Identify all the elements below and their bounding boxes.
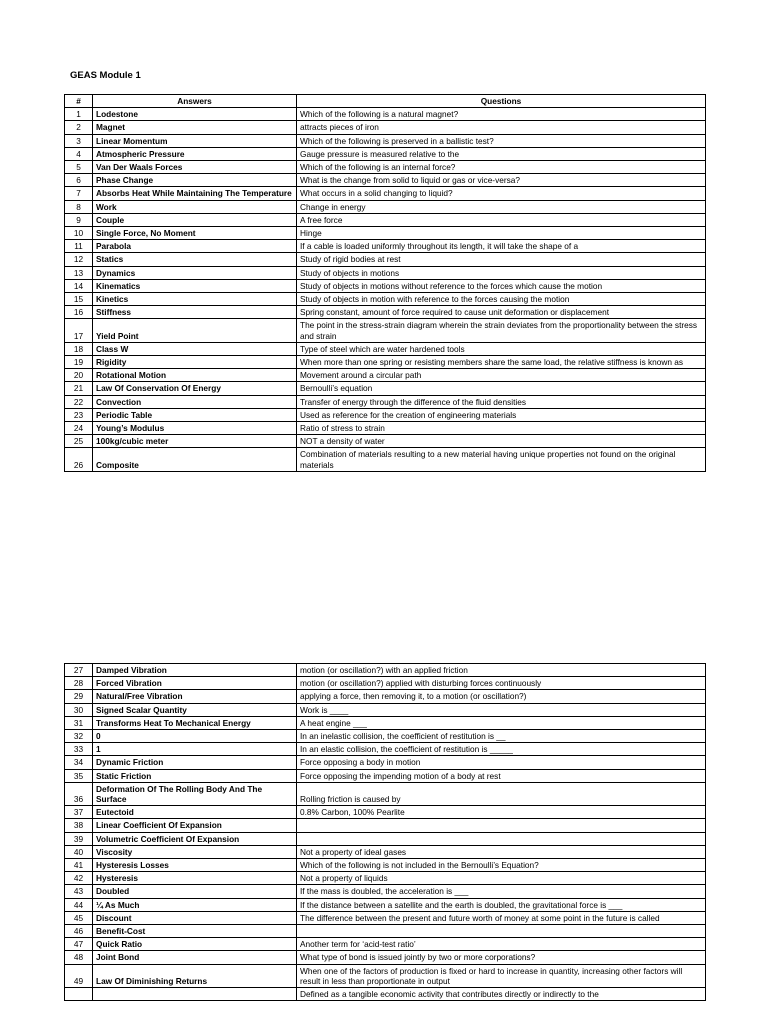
row-question: If the mass is doubled, the acceleration is ___: [297, 885, 706, 898]
row-answer: ¼ As Much: [93, 898, 297, 911]
table-row: [65, 782, 706, 805]
row-question: [297, 832, 706, 845]
row-question: Bernoulli’s equation: [297, 382, 706, 395]
table-row: [65, 408, 706, 421]
row-number: 42: [65, 872, 93, 885]
table-row: [65, 253, 706, 266]
table-row: [65, 819, 706, 832]
row-answer: Magnet: [93, 121, 297, 134]
table-row: [65, 121, 706, 134]
row-answer: Absorbs Heat While Maintaining The Temperature: [93, 187, 297, 200]
row-question: Study of rigid bodies at rest: [297, 253, 706, 266]
row-number: 3: [65, 134, 93, 147]
row-answer: Couple: [93, 213, 297, 226]
table-row: [65, 664, 706, 677]
row-question: If the distance between a satellite and the earth is doubled, the gravitational force is ___: [297, 898, 706, 911]
row-question: A heat engine ___: [297, 716, 706, 729]
row-number: 43: [65, 885, 93, 898]
row-question: Not a property of liquids: [297, 872, 706, 885]
table-row: [65, 730, 706, 743]
table-row: [65, 382, 706, 395]
row-number: 9: [65, 213, 93, 226]
table-row: [65, 769, 706, 782]
table-row: [65, 925, 706, 938]
table-row: [65, 240, 706, 253]
table-row: [65, 395, 706, 408]
row-number: 29: [65, 690, 93, 703]
row-number: 33: [65, 743, 93, 756]
row-answer: Quick Ratio: [93, 938, 297, 951]
row-question: motion (or oscillation?) applied with disturbing forces continuously: [297, 677, 706, 690]
row-question: attracts pieces of iron: [297, 121, 706, 134]
row-number: 38: [65, 819, 93, 832]
row-question: [297, 819, 706, 832]
table-row: [65, 938, 706, 951]
qa-table-1: [64, 94, 706, 472]
row-question: Study of objects in motion with reference to the forces causing the motion: [297, 293, 706, 306]
table-row: [65, 227, 706, 240]
row-question: motion (or oscillation?) with an applied friction: [297, 664, 706, 677]
row-number: 12: [65, 253, 93, 266]
table-row: [65, 108, 706, 121]
row-answer: Young’s Modulus: [93, 422, 297, 435]
row-number: 49: [65, 964, 93, 987]
row-question: When one of the factors of production is fixed or hard to increase in quantity, increasing other factors will result in less than proportionate in output: [297, 964, 706, 987]
row-question: What type of bond is issued jointly by two or more corporations?: [297, 951, 706, 964]
row-question: A free force: [297, 213, 706, 226]
row-answer: Convection: [93, 395, 297, 408]
row-question: Change in energy: [297, 200, 706, 213]
row-answer: Static Friction: [93, 769, 297, 782]
row-answer: 0: [93, 730, 297, 743]
row-number: 19: [65, 356, 93, 369]
table-header-row: [65, 95, 706, 108]
table-row: [65, 951, 706, 964]
table-row: [65, 319, 706, 342]
row-answer: Phase Change: [93, 174, 297, 187]
header-answers: Answers: [93, 95, 297, 108]
row-answer: Hysteresis Losses: [93, 859, 297, 872]
row-answer: Viscosity: [93, 845, 297, 858]
row-question: What occurs in a solid changing to liquid?: [297, 187, 706, 200]
row-answer: Linear Coefficient Of Expansion: [93, 819, 297, 832]
row-number: 13: [65, 266, 93, 279]
table-row: [65, 369, 706, 382]
table-row: [65, 187, 706, 200]
table-row: [65, 174, 706, 187]
row-question: Hinge: [297, 227, 706, 240]
row-question: Study of objects in motions: [297, 266, 706, 279]
row-number: 6: [65, 174, 93, 187]
row-answer: [93, 988, 297, 1001]
row-answer: Hysteresis: [93, 872, 297, 885]
row-number: 31: [65, 716, 93, 729]
table-row: [65, 213, 706, 226]
table-row: [65, 845, 706, 858]
row-number: 46: [65, 925, 93, 938]
row-number: 44: [65, 898, 93, 911]
table-row: [65, 448, 706, 471]
table-row: [65, 422, 706, 435]
row-answer: 1: [93, 743, 297, 756]
document-title: GEAS Module 1: [70, 70, 141, 81]
table-row: [65, 266, 706, 279]
row-answer: Natural/Free Vibration: [93, 690, 297, 703]
row-question: When more than one spring or resisting members share the same load, the relative stiffness is known as: [297, 356, 706, 369]
row-answer: Composite: [93, 448, 297, 471]
row-number: 40: [65, 845, 93, 858]
table-row: [65, 690, 706, 703]
row-question: Which of the following is preserved in a ballistic test?: [297, 134, 706, 147]
row-question: Another term for ‘acid-test ratio’: [297, 938, 706, 951]
table-row: [65, 306, 706, 319]
table-row: [65, 200, 706, 213]
row-number: 45: [65, 911, 93, 924]
table-row: [65, 134, 706, 147]
table-row: [65, 885, 706, 898]
row-question: Combination of materials resulting to a new material having unique properties not found on the original materials: [297, 448, 706, 471]
row-question: Rolling friction is caused by: [297, 782, 706, 805]
row-question: The point in the stress-strain diagram wherein the strain deviates from the proportionality between the stress and strain: [297, 319, 706, 342]
row-question: Study of objects in motions without reference to the forces which cause the motion: [297, 279, 706, 292]
table-row: [65, 279, 706, 292]
table-row: [65, 147, 706, 160]
row-number: 24: [65, 422, 93, 435]
header-number: #: [65, 95, 93, 108]
row-number: 16: [65, 306, 93, 319]
row-answer: Volumetric Coefficient Of Expansion: [93, 832, 297, 845]
row-number: 25: [65, 435, 93, 448]
row-number: 7: [65, 187, 93, 200]
row-answer: Single Force, No Moment: [93, 227, 297, 240]
table-row: [65, 832, 706, 845]
row-question: Ratio of stress to strain: [297, 422, 706, 435]
row-number: 14: [65, 279, 93, 292]
row-number: 2: [65, 121, 93, 134]
row-question: Type of steel which are water hardened tools: [297, 342, 706, 355]
table-row: [65, 703, 706, 716]
row-number: 18: [65, 342, 93, 355]
row-answer: Stiffness: [93, 306, 297, 319]
row-question: If a cable is loaded uniformly throughout its length, it will take the shape of a: [297, 240, 706, 253]
row-question: Force opposing a body in motion: [297, 756, 706, 769]
row-question: Movement around a circular path: [297, 369, 706, 382]
row-number: 48: [65, 951, 93, 964]
table-row: [65, 293, 706, 306]
table-row: [65, 756, 706, 769]
row-answer: Parabola: [93, 240, 297, 253]
row-answer: Deformation Of The Rolling Body And The Surface: [93, 782, 297, 805]
row-number: 47: [65, 938, 93, 951]
row-question: [297, 925, 706, 938]
row-answer: Law Of Diminishing Returns: [93, 964, 297, 987]
table-row: [65, 872, 706, 885]
row-answer: Yield Point: [93, 319, 297, 342]
row-number: 10: [65, 227, 93, 240]
row-question: NOT a density of water: [297, 435, 706, 448]
row-answer: Damped Vibration: [93, 664, 297, 677]
row-question: Defined as a tangible economic activity that contributes directly or indirectly to the: [297, 988, 706, 1001]
row-question: Transfer of energy through the difference of the fluid densities: [297, 395, 706, 408]
row-number: 41: [65, 859, 93, 872]
row-question: Gauge pressure is measured relative to the: [297, 147, 706, 160]
row-number: 23: [65, 408, 93, 421]
row-question: Not a property of ideal gases: [297, 845, 706, 858]
table-row: [65, 859, 706, 872]
row-number: 20: [65, 369, 93, 382]
row-number: 39: [65, 832, 93, 845]
row-answer: Kinetics: [93, 293, 297, 306]
table-row: [65, 342, 706, 355]
row-number: 35: [65, 769, 93, 782]
row-question: Used as reference for the creation of engineering materials: [297, 408, 706, 421]
row-number: 36: [65, 782, 93, 805]
row-answer: Atmospheric Pressure: [93, 147, 297, 160]
row-answer: Discount: [93, 911, 297, 924]
row-question: In an inelastic collision, the coefficient of restitution is __: [297, 730, 706, 743]
row-answer: Forced Vibration: [93, 677, 297, 690]
row-answer: Eutectoid: [93, 806, 297, 819]
row-answer: Linear Momentum: [93, 134, 297, 147]
row-answer: Van Der Waals Forces: [93, 161, 297, 174]
row-question: Force opposing the impending motion of a body at rest: [297, 769, 706, 782]
row-number: [65, 988, 93, 1001]
row-number: 8: [65, 200, 93, 213]
row-question: 0.8% Carbon, 100% Pearlite: [297, 806, 706, 819]
row-question: The difference between the present and future worth of money at some point in the future is called: [297, 911, 706, 924]
row-answer: Dynamic Friction: [93, 756, 297, 769]
row-question: Which of the following is a natural magnet?: [297, 108, 706, 121]
row-number: 4: [65, 147, 93, 160]
table-row: [65, 898, 706, 911]
qa-table-2: [64, 663, 706, 1001]
row-number: 34: [65, 756, 93, 769]
row-number: 5: [65, 161, 93, 174]
row-answer: Benefit-Cost: [93, 925, 297, 938]
row-question: In an elastic collision, the coefficient of restitution is _____: [297, 743, 706, 756]
table-row: [65, 161, 706, 174]
header-questions: Questions: [297, 95, 706, 108]
row-answer: Doubled: [93, 885, 297, 898]
row-question: Which of the following is an internal force?: [297, 161, 706, 174]
row-number: 28: [65, 677, 93, 690]
row-answer: Kinematics: [93, 279, 297, 292]
row-number: 11: [65, 240, 93, 253]
row-answer: Dynamics: [93, 266, 297, 279]
row-question: Which of the following is not included in the Bernoulli’s Equation?: [297, 859, 706, 872]
table-row: [65, 964, 706, 987]
table-row: [65, 806, 706, 819]
row-question: Spring constant, amount of force required to cause unit deformation or displacement: [297, 306, 706, 319]
row-answer: Lodestone: [93, 108, 297, 121]
row-answer: Transforms Heat To Mechanical Energy: [93, 716, 297, 729]
row-answer: Joint Bond: [93, 951, 297, 964]
table-row: [65, 716, 706, 729]
row-number: 17: [65, 319, 93, 342]
row-answer: Signed Scalar Quantity: [93, 703, 297, 716]
row-number: 30: [65, 703, 93, 716]
table-row: [65, 435, 706, 448]
row-answer: Law Of Conservation Of Energy: [93, 382, 297, 395]
row-answer: Work: [93, 200, 297, 213]
row-question: applying a force, then removing it, to a motion (or oscillation?): [297, 690, 706, 703]
row-number: 32: [65, 730, 93, 743]
row-number: 22: [65, 395, 93, 408]
row-question: Work is ____: [297, 703, 706, 716]
row-number: 27: [65, 664, 93, 677]
row-answer: Rotational Motion: [93, 369, 297, 382]
row-question: What is the change from solid to liquid or gas or vice-versa?: [297, 174, 706, 187]
row-number: 37: [65, 806, 93, 819]
row-number: 21: [65, 382, 93, 395]
table-row: [65, 743, 706, 756]
row-number: 15: [65, 293, 93, 306]
row-number: 1: [65, 108, 93, 121]
table-row: [65, 677, 706, 690]
row-number: 26: [65, 448, 93, 471]
table-row: [65, 356, 706, 369]
row-answer: 100kg/cubic meter: [93, 435, 297, 448]
row-answer: Class W: [93, 342, 297, 355]
table-row: [65, 911, 706, 924]
row-answer: Rigidity: [93, 356, 297, 369]
table-row: [65, 988, 706, 1001]
row-answer: Periodic Table: [93, 408, 297, 421]
row-answer: Statics: [93, 253, 297, 266]
